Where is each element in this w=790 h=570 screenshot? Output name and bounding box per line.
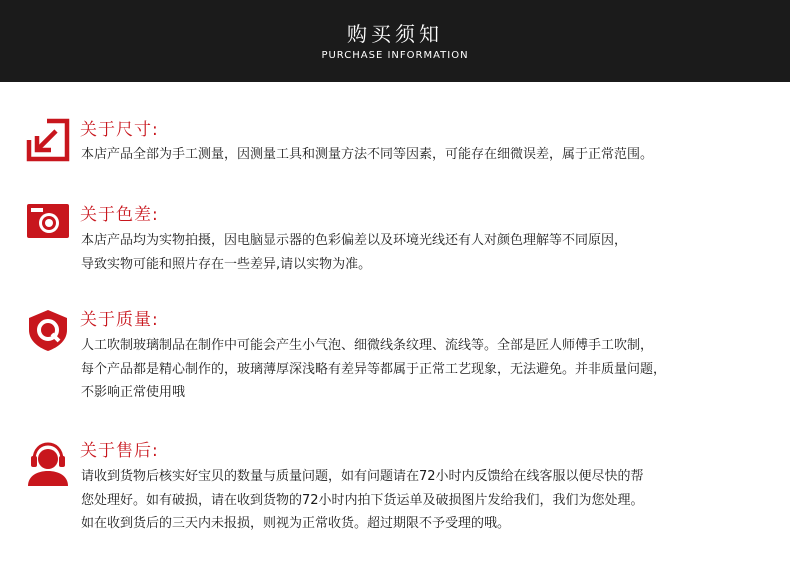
section-text-size [81, 143, 771, 167]
page-title: 购买须知 [347, 22, 443, 46]
resize-arrow-icon [26, 118, 70, 162]
section-title-color: 关于色差: [80, 205, 159, 225]
page-subtitle: PURCHASE INFORMATION [321, 50, 469, 61]
section-text-color [81, 229, 771, 276]
text-line: 如在收到货后的三天内未报损，则视为正常收货。超过期限不予受理的哦。 [81, 516, 511, 531]
text-line: 您处理好。如有破损，请在收到货物的72小时内拍下货运单及破损图片发给我们，我们为您处理。 [81, 492, 644, 508]
text-line: 不影响正常使用哦 [81, 385, 186, 400]
section-text-aftersales [81, 465, 771, 536]
text-line: 导致实物可能和照片存在一些差异,请以实物为准。 [81, 256, 372, 272]
section-title-aftersales: 关于售后: [80, 441, 159, 461]
text-line: 请收到货物后核实好宝贝的数量与质量问题，如有问题请在72小时内反馈给在线客服以便尽快的帮 [81, 469, 644, 484]
text-line: 人工吹制玻璃制品在制作中可能会产生小气泡、细微线条纹理、流线等。全部是匠人师傅手工吹制， [81, 338, 654, 353]
quality-shield-icon [26, 308, 70, 352]
text-line: 本店产品全部为手工测量，因测量工具和测量方法不同等因素，可能存在细微误差，属于正常范围。 [81, 147, 654, 162]
customer-service-icon [26, 442, 70, 486]
text-line: 每个产品都是精心制作的，玻璃薄厚深浅略有差异等都属于正常工艺现象，无法避免。并非质量问题， [81, 361, 667, 377]
text-line: 本店产品均为实物拍摄，因电脑显示器的色彩偏差以及环境光线还有人对颜色理解等不同原因， [81, 233, 628, 248]
section-title-quality: 关于质量: [80, 310, 159, 330]
header-banner [0, 0, 790, 82]
camera-icon [26, 200, 70, 244]
section-title-size: 关于尺寸: [80, 120, 159, 140]
section-text-quality [81, 334, 771, 405]
